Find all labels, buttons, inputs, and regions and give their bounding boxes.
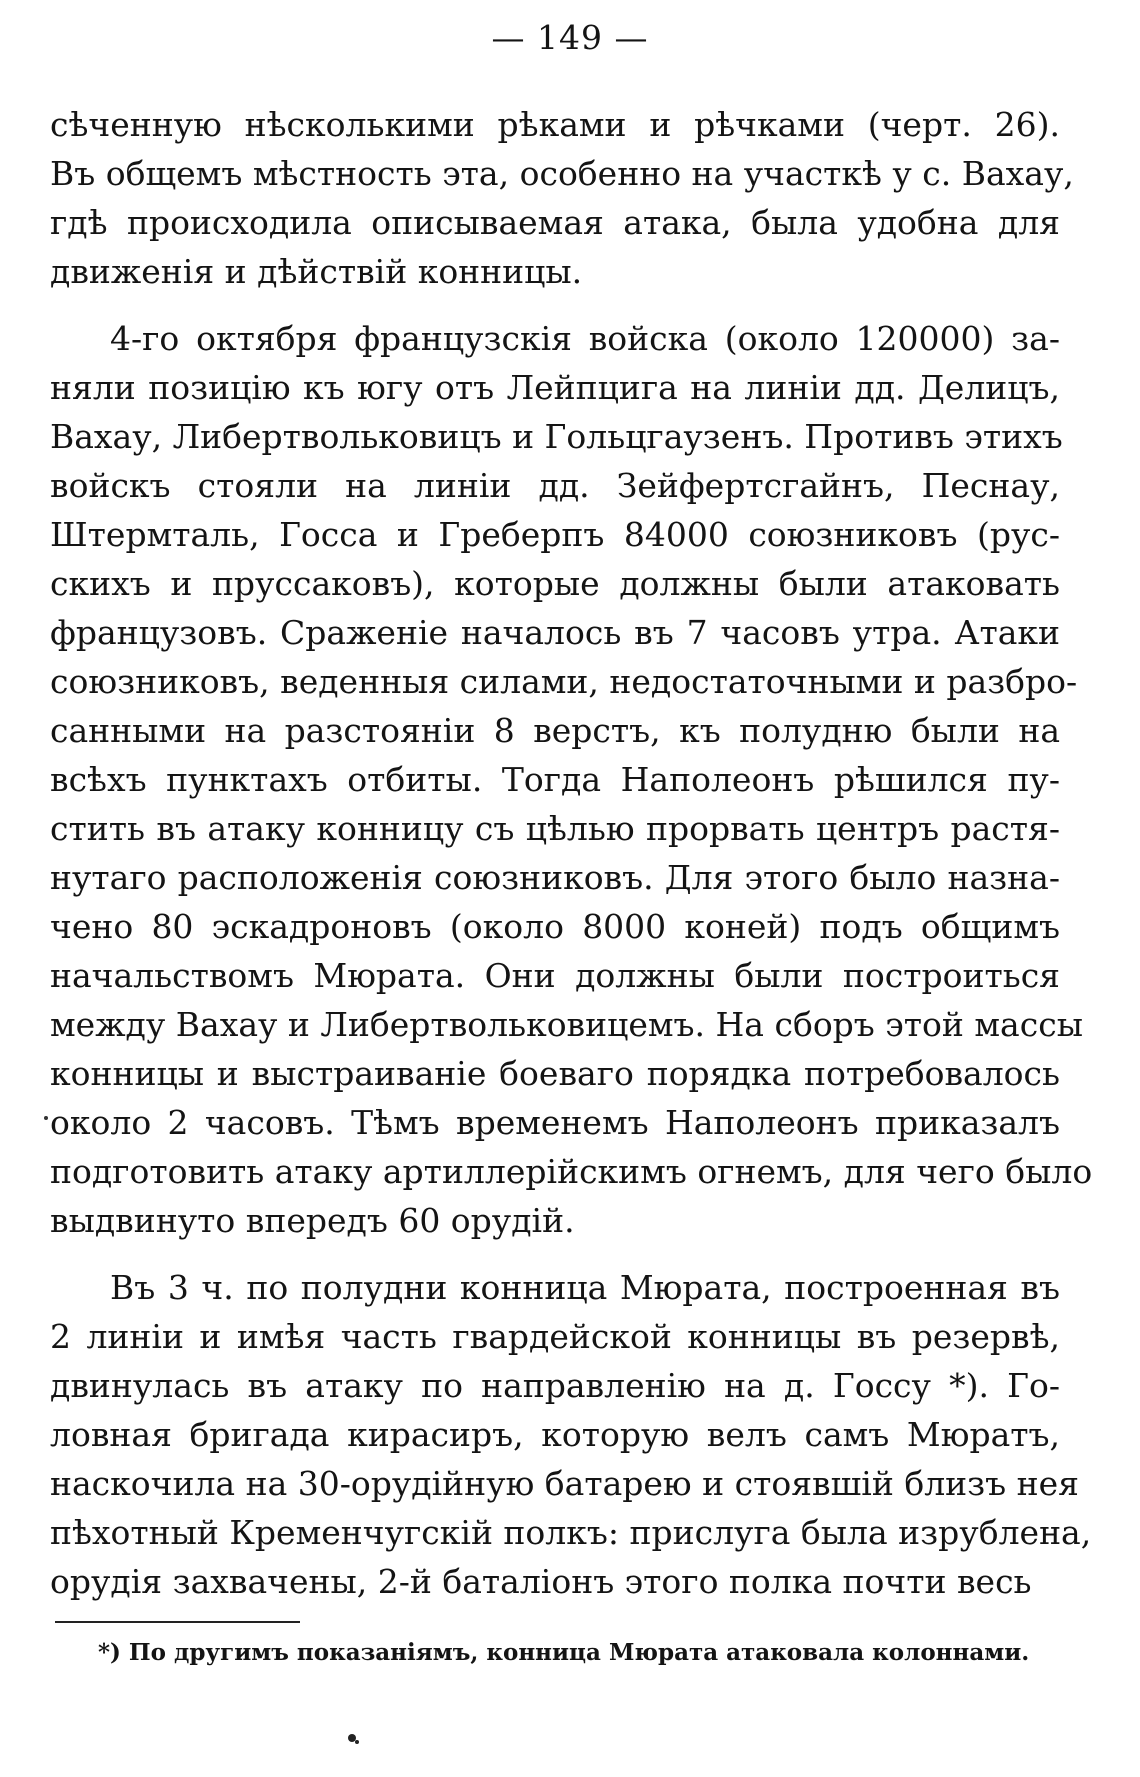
page-number: — 149 — (491, 18, 649, 57)
text-line: подготовить атаку артиллерійскимъ огнемъ, для чего было (50, 1152, 1093, 1191)
text-line: Въ общемъ мѣстность эта, особенно на участкѣ у с. Вахау, (50, 154, 1074, 193)
text-line: выдвинуто впередъ 60 орудій. (50, 1201, 575, 1240)
footnote: *) По другимъ показаніямъ, конница Мюрата атаковала колоннами. (98, 1639, 1030, 1666)
text-line: начальствомъ Мюрата. Они должны были построиться (50, 956, 1060, 995)
text-line: Вахау, Либертвольковицъ и Гольцгаузенъ. Противъ этихъ (50, 417, 1063, 456)
text-line: ловная бригада кирасиръ, которую велъ самъ Мюратъ, (50, 1415, 1060, 1454)
text-line: стить въ атаку конницу съ цѣлью прорвать центръ растя- (50, 809, 1060, 848)
text-line: конницы и выстраиваніе боеваго порядка потребовалось (50, 1054, 1060, 1093)
text-line: 2 линіи и имѣя часть гвардейской конницы въ резервѣ, (50, 1317, 1060, 1356)
text-line: союзниковъ, веденныя силами, недостаточными и разбро- (50, 662, 1078, 701)
text-line: няли позицію къ югу отъ Лейпцига на линіи дд. Делицъ, (50, 368, 1060, 407)
text-line: между Вахау и Либертвольковицемъ. На сборъ этой массы (50, 1005, 1083, 1044)
text-line: сѣченную нѣсколькими рѣками и рѣчками (черт. 26). (50, 105, 1060, 144)
text-line: 4-го октября французскія войска (около 120000) за- (110, 319, 1060, 358)
text-line: Въ 3 ч. по полудни конница Мюрата, построенная въ (110, 1268, 1060, 1307)
text-line: чено 80 эскадроновъ (около 8000 коней) подъ общимъ (50, 907, 1060, 946)
text-line: скихъ и пруссаковъ), которые должны были атаковать (50, 564, 1060, 603)
text-line: пѣхотный Кременчугскій полкъ: прислуга была изрублена, (50, 1513, 1092, 1552)
text-line: около 2 часовъ. Тѣмъ временемъ Наполеонъ приказалъ (50, 1103, 1060, 1142)
text-line: санными на разстояніи 8 верстъ, къ полудню были на (50, 711, 1060, 750)
text-line: французовъ. Сраженіе началось въ 7 часовъ утра. Атаки (50, 613, 1060, 652)
text-line: нутаго расположенія союзниковъ. Для этого было назна- (50, 858, 1060, 897)
text-line: двинулась въ атаку по направленію на д. Госсу *). Го- (50, 1366, 1060, 1405)
text-line: Штермталь, Госса и Греберпъ 84000 союзниковъ (рус- (50, 515, 1060, 554)
text-line: наскочила на 30-орудійную батарею и стоявшій близъ нея (50, 1464, 1079, 1503)
text-line: движенія и дѣйствій конницы. (50, 252, 583, 291)
text-line: войскъ стояли на линіи дд. Зейфертсгайнъ, Песнау, (50, 466, 1060, 505)
text-line: всѣхъ пунктахъ отбиты. Тогда Наполеонъ рѣшился пу- (50, 760, 1060, 799)
text-line: орудія захвачены, 2-й баталіонъ этого полка почти весь (50, 1562, 1032, 1601)
text-line: гдѣ происходила описываемая атака, была удобна для (50, 203, 1060, 242)
